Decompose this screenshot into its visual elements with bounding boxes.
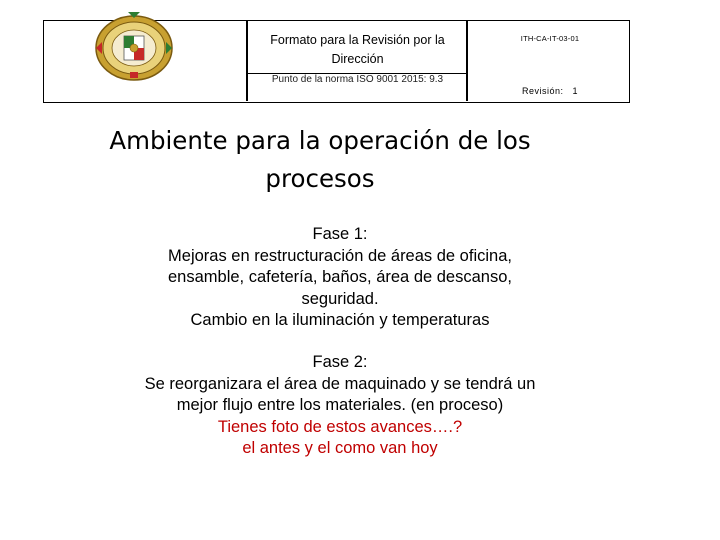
phase1-line: Cambio en la iluminación y temperaturas <box>190 311 490 329</box>
header-divider-left <box>246 21 248 101</box>
phase2-line: Se reorganizara el área de maquinado y se tendrá un <box>144 374 536 393</box>
institution-seal-icon <box>88 8 180 84</box>
revision-value: 1 <box>572 86 579 96</box>
phase2-comment: el antes y el como van hoy <box>242 439 438 457</box>
phase1-line: seguridad. <box>301 289 379 308</box>
phase1-line: Mejoras en restructuración de áreas de oficina, <box>168 246 512 265</box>
phase2-heading: Fase 2: <box>312 353 368 371</box>
document-code: ITH-CA-IT-03-01 <box>520 34 580 43</box>
header-divider-right <box>466 21 468 101</box>
phase2-comment: Tienes foto de estos avances….? <box>217 417 463 436</box>
phase1-block <box>100 224 580 332</box>
main-title: Ambiente para la operación de los procesos <box>109 126 531 193</box>
revision <box>470 86 630 96</box>
phase1-heading: Fase 1: <box>312 225 368 243</box>
phase1-line: ensamble, cafetería, baños, área de descanso, <box>168 268 512 286</box>
norm-point: Punto de la norma ISO 9001 2015: 9.3 <box>271 74 444 85</box>
revision-label: Revisión: <box>521 86 564 96</box>
header-title: Formato para la Revisión por la Dirección <box>270 33 445 66</box>
phase2-line: mejor flujo entre los materiales. (en proceso) <box>176 396 504 414</box>
phase2-block <box>90 352 590 460</box>
